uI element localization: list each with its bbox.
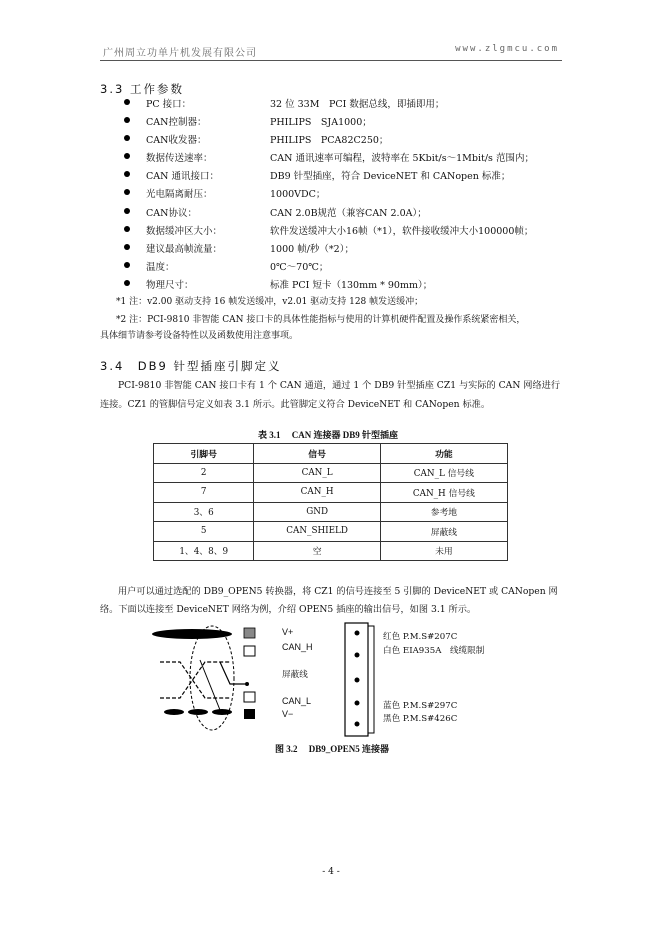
spec-value: 0℃～70℃； [270, 261, 329, 273]
bullet-icon [124, 226, 130, 232]
table-row [154, 502, 508, 522]
website: www.zlgmcu.com [455, 44, 559, 54]
spec-item [104, 132, 574, 150]
para2-line2: 络。下面以连接至 DeviceNET 网络为例，介绍 OPEN5 插座的输出信号，如图 3.1 所示。 [100, 604, 477, 615]
spec-item [104, 168, 574, 186]
spec-value: 软件发送缓冲大小16帧（*1），软件接收缓冲大小100000帧； [270, 225, 534, 237]
spec-label: 物理尺寸： [146, 279, 194, 291]
spec-label: 温度： [146, 261, 175, 273]
bullet-icon [124, 117, 130, 123]
spec-label: 建议最高帧流量： [146, 243, 223, 255]
sig-vminus: V− [282, 709, 294, 719]
bullet-icon [124, 153, 130, 159]
spec-item [104, 241, 574, 259]
pin-table [153, 443, 508, 561]
table-caption: 表 3.1 CAN 连接器 DB9 针型插座 [258, 430, 399, 440]
col-pin: 引脚号 [154, 444, 254, 464]
sig-canl: CAN_L [282, 696, 312, 706]
table-cell: 未用 [380, 541, 507, 561]
spec-label: CAN协议： [146, 207, 197, 219]
wire-3 [200, 660, 220, 710]
wire-end-3 [212, 709, 232, 715]
spec-list [104, 96, 574, 295]
table-cell: 屏蔽线 [380, 522, 507, 542]
bullet-icon [124, 262, 130, 268]
spec-label: CAN控制器： [146, 117, 207, 129]
spec-item [104, 205, 574, 223]
cable-top-wire [152, 629, 232, 639]
spec-item [104, 96, 574, 114]
bullet-icon [124, 135, 130, 141]
spec-item [104, 114, 574, 132]
wire-end-2 [188, 709, 208, 715]
bullet-icon [124, 99, 130, 105]
wire-2 [160, 662, 230, 698]
shield-dot [245, 682, 249, 686]
note-2-line1: *2 注：PCI-9810 非智能 CAN 接口卡的具体性能指标与使用的计算机硬件配置及操作系统紧密相关， [116, 315, 526, 325]
swatch-red [244, 628, 255, 638]
table-cell: CAN_H [254, 483, 380, 503]
swatch-white [244, 646, 255, 656]
spec-value: PHILIPS SJA1000； [270, 117, 372, 129]
page-number: - 4 - [322, 867, 340, 877]
color-blue: 蓝色 P.M.S#297C [383, 701, 458, 711]
spec-label: 数据缓冲区大小： [146, 225, 223, 237]
connector-figure [150, 620, 550, 740]
wire-end-1 [164, 709, 184, 715]
shield-wire [220, 662, 245, 684]
spec-label: CAN收发器： [146, 135, 207, 147]
company-name: 广州周立功单片机发展有限公司 [103, 48, 257, 59]
db9-paragraph-line1: PCI-9810 非智能 CAN 接口卡有 1 个 CAN 通道，通过 1 个 DB9 针型插座 CZ1 与实际的 CAN 网络进行 [118, 380, 561, 391]
spec-value: CAN 通讯速率可编程，波特率在 5Kbit/s～1Mbit/s 范围内； [270, 153, 534, 165]
color-white: 白色 EIA935A 线缆限制 [383, 646, 485, 656]
table-cell: CAN_L 信号线 [380, 463, 507, 483]
sig-canh: CAN_H [282, 642, 313, 652]
spec-value: 1000VDC； [270, 189, 326, 201]
sig-shield: 屏蔽线 [282, 670, 308, 680]
spec-label: 光电隔离耐压： [146, 189, 213, 201]
table-cell: CAN_H 信号线 [380, 483, 507, 503]
sig-vplus: V+ [282, 627, 294, 637]
table-cell: CAN_L [254, 463, 380, 483]
note-2-line2: 具体细节请参考设备特性以及函数使用注意事项。 [100, 331, 299, 341]
table-cell: 2 [154, 463, 254, 483]
color-black: 黑色 P.M.S#426C [383, 714, 458, 724]
table-cell: 1、4、8、9 [154, 541, 254, 561]
bullet-icon [124, 171, 130, 177]
table-cell: 空 [254, 541, 380, 561]
spec-value: 标准 PCI 短卡（130mm * 90mm）； [270, 279, 433, 291]
table-cell: 参考地 [380, 502, 507, 522]
spec-value: 1000 帧/秒（*2）； [270, 243, 354, 255]
color-red: 红色 P.M.S#207C [383, 632, 458, 642]
col-function: 功能 [380, 444, 507, 464]
connector-edge [368, 626, 374, 733]
header-rule [100, 60, 562, 61]
section-title-db9: 3.4 DB9 针型插座引脚定义 [100, 359, 282, 373]
note-1: *1 注：v2.00 驱动支持 16 帧发送缓冲，v2.01 驱动支持 128 帧发送缓冲； [116, 297, 424, 307]
spec-label: 数据传送速率： [146, 153, 213, 165]
bullet-icon [124, 189, 130, 195]
spec-item [104, 223, 574, 241]
table-cell: CAN_SHIELD [254, 522, 380, 542]
section-title-params: 3.3 工作参数 [100, 82, 184, 96]
swatch-blue [244, 692, 255, 702]
wire-1 [160, 662, 230, 698]
spec-item [104, 150, 574, 168]
spec-item [104, 277, 574, 295]
spec-value: 32 位 33M PCI 数据总线，即插即用； [270, 99, 445, 110]
table-cell: GND [254, 502, 380, 522]
table-cell: 7 [154, 483, 254, 503]
para2-line1: 用户可以通过选配的 DB9_OPEN5 转换器，将 CZ1 的信号连接至 5 引脚的 DeviceNET 或 CANopen 网 [118, 586, 558, 597]
table-cell: 3、6 [154, 502, 254, 522]
table-row [154, 522, 508, 542]
connector-drawing [150, 620, 550, 740]
spec-value: CAN 2.0B规范（兼容CAN 2.0A）； [270, 207, 427, 219]
spec-label: PC 接口： [146, 99, 192, 110]
table-row [154, 463, 508, 483]
bullet-icon [124, 280, 130, 286]
db9-paragraph-line2: 连接。CZ1 的管脚信号定义如表 3.1 所示。此管脚定义符合 DeviceNET 和 CANopen 标准。 [100, 399, 491, 410]
spec-label: CAN 通讯接口： [146, 171, 219, 183]
table-row [154, 483, 508, 503]
col-signal: 信号 [254, 444, 380, 464]
bullet-icon [124, 244, 130, 250]
spec-item [104, 259, 574, 277]
table-cell: 5 [154, 522, 254, 542]
spec-item [104, 186, 574, 204]
spec-value: PHILIPS PCA82C250； [270, 135, 389, 147]
bullet-icon [124, 208, 130, 214]
table-header-row [154, 444, 508, 464]
spec-value: DB9 针型插座，符合 DeviceNET 和 CANopen 标准； [270, 171, 511, 183]
swatch-black [244, 709, 255, 719]
figure-caption: 图 3.2 DB9_OPEN5 连接器 [275, 744, 390, 754]
table-row [154, 541, 508, 561]
